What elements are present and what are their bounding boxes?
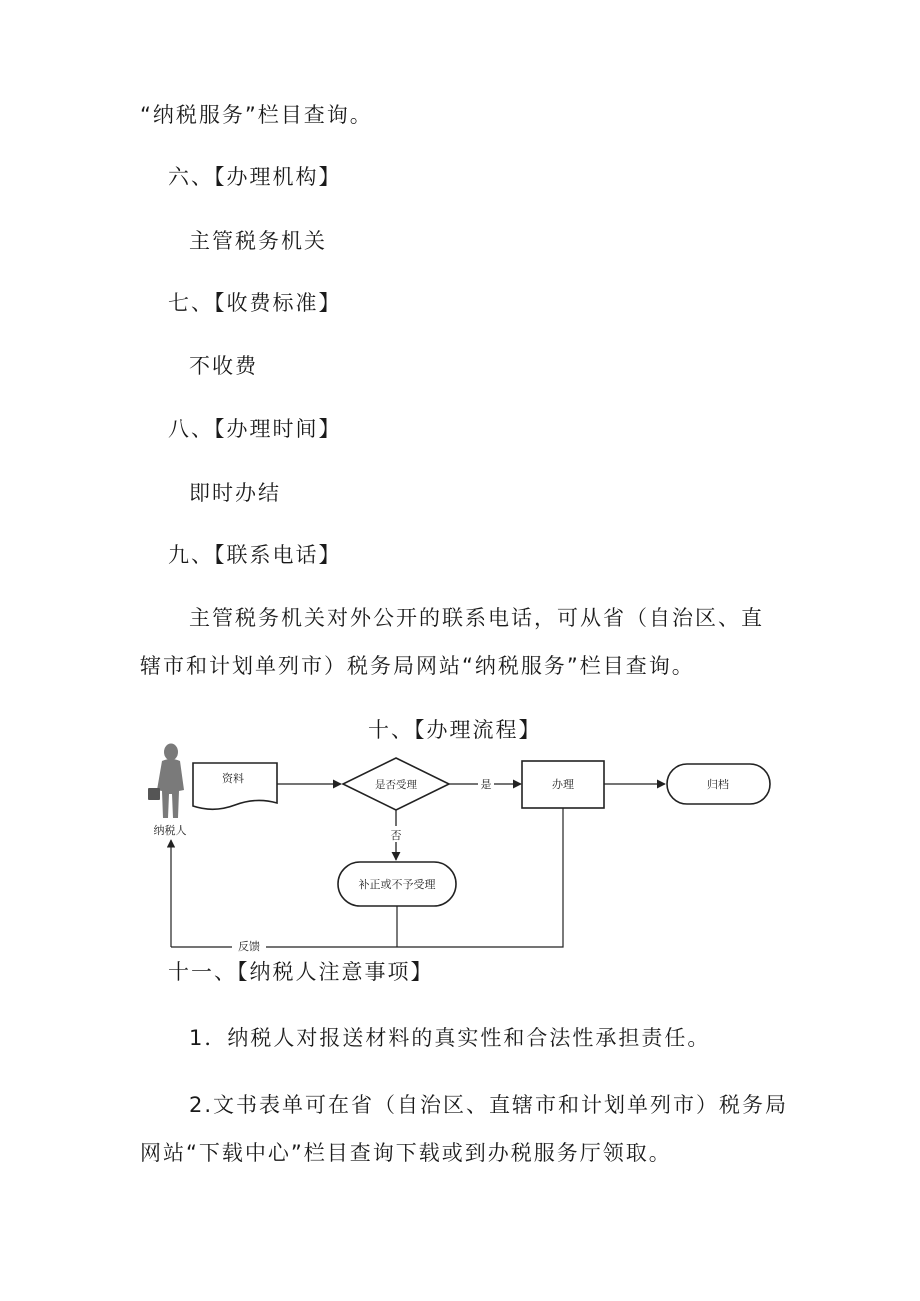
no-label: 否 [390,829,402,842]
process-node-label: 办理 [552,778,574,791]
document-node-shape [193,763,277,809]
intro-tail: “纳税服务”栏目查询。 [140,103,373,127]
section-6-heading: 六、【办理机构】 [168,165,342,189]
section-8-body: 即时办结 [189,481,281,505]
reject-node-label: 补正或不予受理 [358,878,436,891]
section-7-body: 不收费 [189,354,258,378]
section-9-body-line1: 主管税务机关对外公开的联系电话，可从省（自治区、直 [189,606,764,630]
section-9-body-line2: 辖市和计划单列市）税务局网站“纳税服务”栏目查询。 [140,654,695,678]
section-11-heading: 十一、【纳税人注意事项】 [168,960,434,984]
yes-label: 是 [480,778,492,791]
section-11-item-2-line2: 网站“下载中心”栏目查询下载或到办税服务厅领取。 [140,1141,672,1165]
decision-node-label: 是否受理 [375,779,417,791]
section-7-heading: 七、【收费标准】 [168,291,342,315]
section-6-body: 主管税务机关 [189,229,327,253]
taxpayer-person-icon [148,744,184,819]
document-node-label: 资料 [222,772,244,785]
section-10-heading: 十、【办理流程】 [368,718,542,742]
section-11-item-1: 1．纳税人对报送材料的真实性和合法性承担责任。 [189,1026,711,1050]
section-11-item-2-line1: 2.文书表单可在省（自治区、直辖市和计划单列市）税务局 [189,1093,789,1117]
section-9-heading: 九、【联系电话】 [168,543,342,567]
actor-label: 纳税人 [153,824,187,837]
end-node-label: 归档 [707,778,729,791]
feedback-label: 反馈 [238,940,260,953]
section-8-heading: 八、【办理时间】 [168,417,342,441]
